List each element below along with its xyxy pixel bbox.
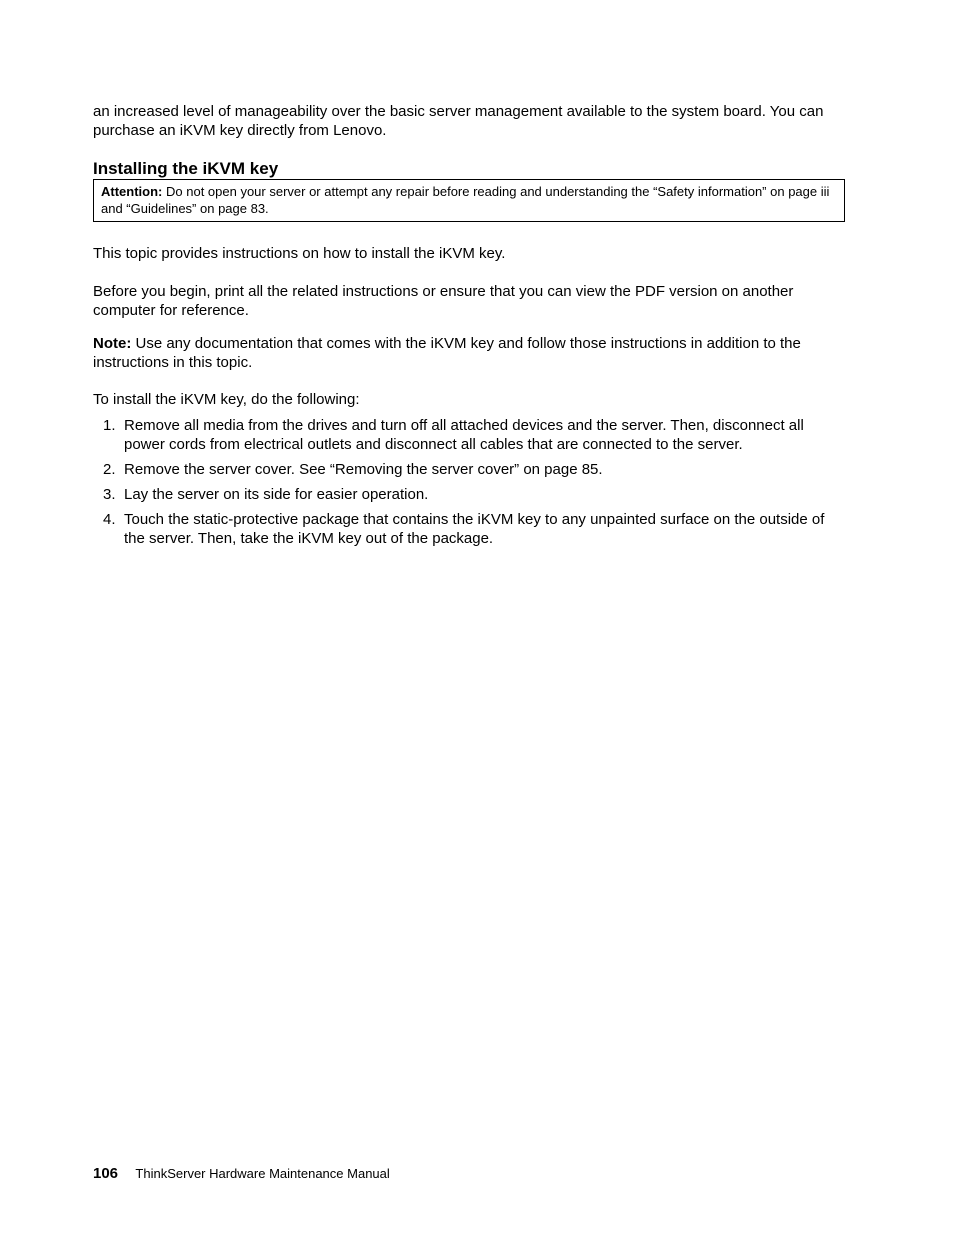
note-text: Use any documentation that comes with the iKVM key and follow those instructions in addition to the instructions in this topic.: [93, 335, 801, 371]
topic-paragraph: This topic provides instructions on how to install the iKVM key.: [93, 245, 506, 262]
step-text: Lay the server on its side for easier operation.: [124, 486, 429, 503]
list-item: [93, 416, 845, 454]
step-number: 4.: [103, 511, 116, 528]
step-number: 3.: [103, 486, 116, 503]
list-item: [93, 510, 845, 548]
before-begin-paragraph: Before you begin, print all the related instructions or ensure that you can view the PDF version on another computer for reference.: [93, 283, 794, 319]
install-steps-list: [93, 416, 845, 554]
step-number: 2.: [103, 461, 116, 478]
section-title: Installing the iKVM key: [93, 159, 279, 178]
attention-text: Do not open your server or attempt any repair before reading and understanding the “Safety information” on page iii and “Guidelines” on page 83.: [101, 184, 830, 216]
manual-title: ThinkServer Hardware Maintenance Manual: [135, 1166, 390, 1181]
page-number: 106: [93, 1165, 119, 1182]
list-item: [93, 460, 845, 479]
note-label: Note:: [93, 335, 132, 352]
note-paragraph: [93, 334, 845, 372]
lead-in-paragraph: To install the iKVM key, do the following:: [93, 391, 360, 408]
step-text: Remove the server cover. See “Removing the server cover” on page 85.: [124, 461, 603, 478]
attention-notice: [93, 179, 845, 222]
step-number: 1.: [103, 417, 116, 434]
step-text: Touch the static-protective package that contains the iKVM key to any unpainted surface on the outside of the server. Then, take the iKVM key out of the package.: [124, 511, 825, 547]
list-item: [93, 485, 845, 504]
attention-label: Attention:: [101, 184, 163, 199]
page-footer: [93, 1164, 390, 1184]
step-text: Remove all media from the drives and turn off all attached devices and the server. Then, disconnect all power cords from electrical outlets and disconnect all cables that are connected to the server.: [124, 417, 804, 453]
intro-paragraph: an increased level of manageability over the basic server management available to the system board. You can purchase an iKVM key directly from Lenovo.: [93, 103, 824, 139]
